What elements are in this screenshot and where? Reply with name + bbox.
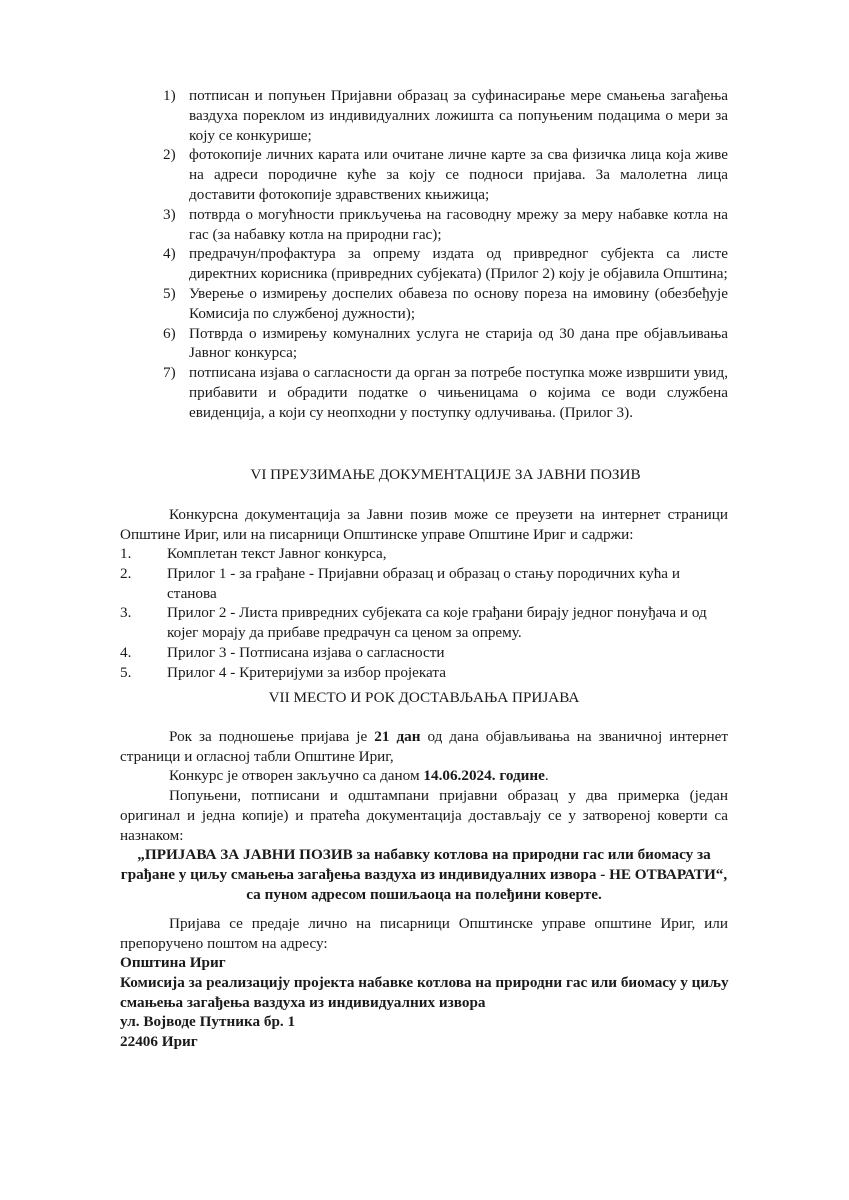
section-6-intro: Конкурсна документација за Јавни позив може се преузети на интернет страници Општине Ириг, или на писарници Општинске управе Општине Ириг и садржи:: [120, 506, 728, 543]
section-6-heading: VI ПРЕУЗИМАЊЕ ДОКУМЕНТАЦИЈЕ ЗА ЈАВНИ ПОЗИВ: [250, 466, 641, 483]
address-line: 22406 Ириг: [120, 1033, 198, 1051]
list-item: 3) потврда о могућности прикључења на гасоводну мрежу за меру набавке котла на гас (за набавку котла на природни гас);: [163, 205, 728, 243]
list-item: 3. Прилог 2 - Листа привредних субјеката са које грађани бирају једног понуђача и од којег морају да прибаве предрачун са ценом за опрему.: [120, 604, 707, 642]
required-documents-list: [163, 86, 728, 423]
list-item: 7) потписана изјава о сагласности да орган за потребе поступка може извршити увид, прибавити и обрадити податке о чињеницама о којима се води службена евиденција, а који су неопходни у поступку одлучивања. (Прилог 3).: [163, 364, 728, 421]
open-until-paragraph: Конкурс је отворен закључно са даном 14.06.2024. године.: [169, 767, 549, 784]
deadline-days: 21 дан: [374, 728, 421, 745]
section-7-heading: VII МЕСТО И РОК ДОСТАВЉАЊА ПРИЈАВА: [268, 689, 580, 706]
mailing-address: [120, 953, 730, 1052]
address-line: Комисија за реализацију пројекта набавке котлова на природни гас или биомасу у циљу смањења загађења ваздуха из индивидуалних извора: [120, 973, 729, 1011]
envelope-label: „ПРИЈАВА ЗА ЈАВНИ ПОЗИВ за набавку котлова на природни гас или биомасу за грађане у циљу смањења загађења ваздуха из индивидуалних извора - НЕ ОТВАРАТИ“, са пуном адресом пошиљаоца на полеђини коверте.: [120, 846, 728, 903]
list-item: 1) потписан и попуњен Пријавни образац за суфинасирање мере смањења загађења ваздуха пореклом из индивидуалних ложишта са попуњеним подацима о мери за коју се конкурише;: [163, 87, 728, 144]
list-item: 5. Прилог 4 - Критеријуми за избор пројеката: [120, 663, 446, 681]
submission-paragraph: Попуњени, потписани и одштампани пријавни образац у два примерка (један оригинал и једна копије) и пратећа документација достављају се у затвореној коверти са назнаком:: [120, 787, 728, 844]
list-item: 6) Потврда о измирењу комуналних услуга не старија од 30 дана пре објављивања Јавног конкурса;: [163, 324, 728, 362]
documentation-list: [120, 544, 728, 683]
list-item: 1. Комплетан текст Јавног конкурса,: [120, 545, 387, 562]
deadline-paragraph: Рок за подношење пријава је 21 дан од дана објављивања на званичној интернет страници и огласној табли Општине Ириг,: [120, 728, 728, 765]
list-item: 5) Уверење о измирењу доспелих обавеза по основу пореза на имовину (обезбеђује Комисија по службеној дужности);: [163, 284, 728, 322]
closing-date: 14.06.2024. године: [423, 767, 545, 784]
list-item: 4) предрачун/профактура за опрему издата од привредног субјекта са листе директних корисника (привредних субјеката) (Прилог 2) коју је објавила Општина;: [163, 245, 728, 283]
list-item: 4. Прилог 3 - Потписана изјава о сагласности: [120, 643, 445, 661]
address-line: ул. Војводе Путника бр. 1: [120, 1013, 296, 1031]
address-line: Општина Ириг: [120, 954, 226, 971]
list-item: 2) фотокопије личних карата или очитане личне карте за сва физичка лица која живе на адреси породичне куће за коју се подноси пријава. За малолетна лица доставити фотокопије здравствених књижица;: [163, 146, 728, 203]
delivery-paragraph: Пријава се предаје лично на писарници Општинске управе општине Ириг, или препоручено поштом на адресу:: [120, 915, 728, 952]
list-item: 2. Прилог 1 - за грађане - Пријавни образац и образац о стању породичних кућа и станова: [120, 564, 680, 602]
